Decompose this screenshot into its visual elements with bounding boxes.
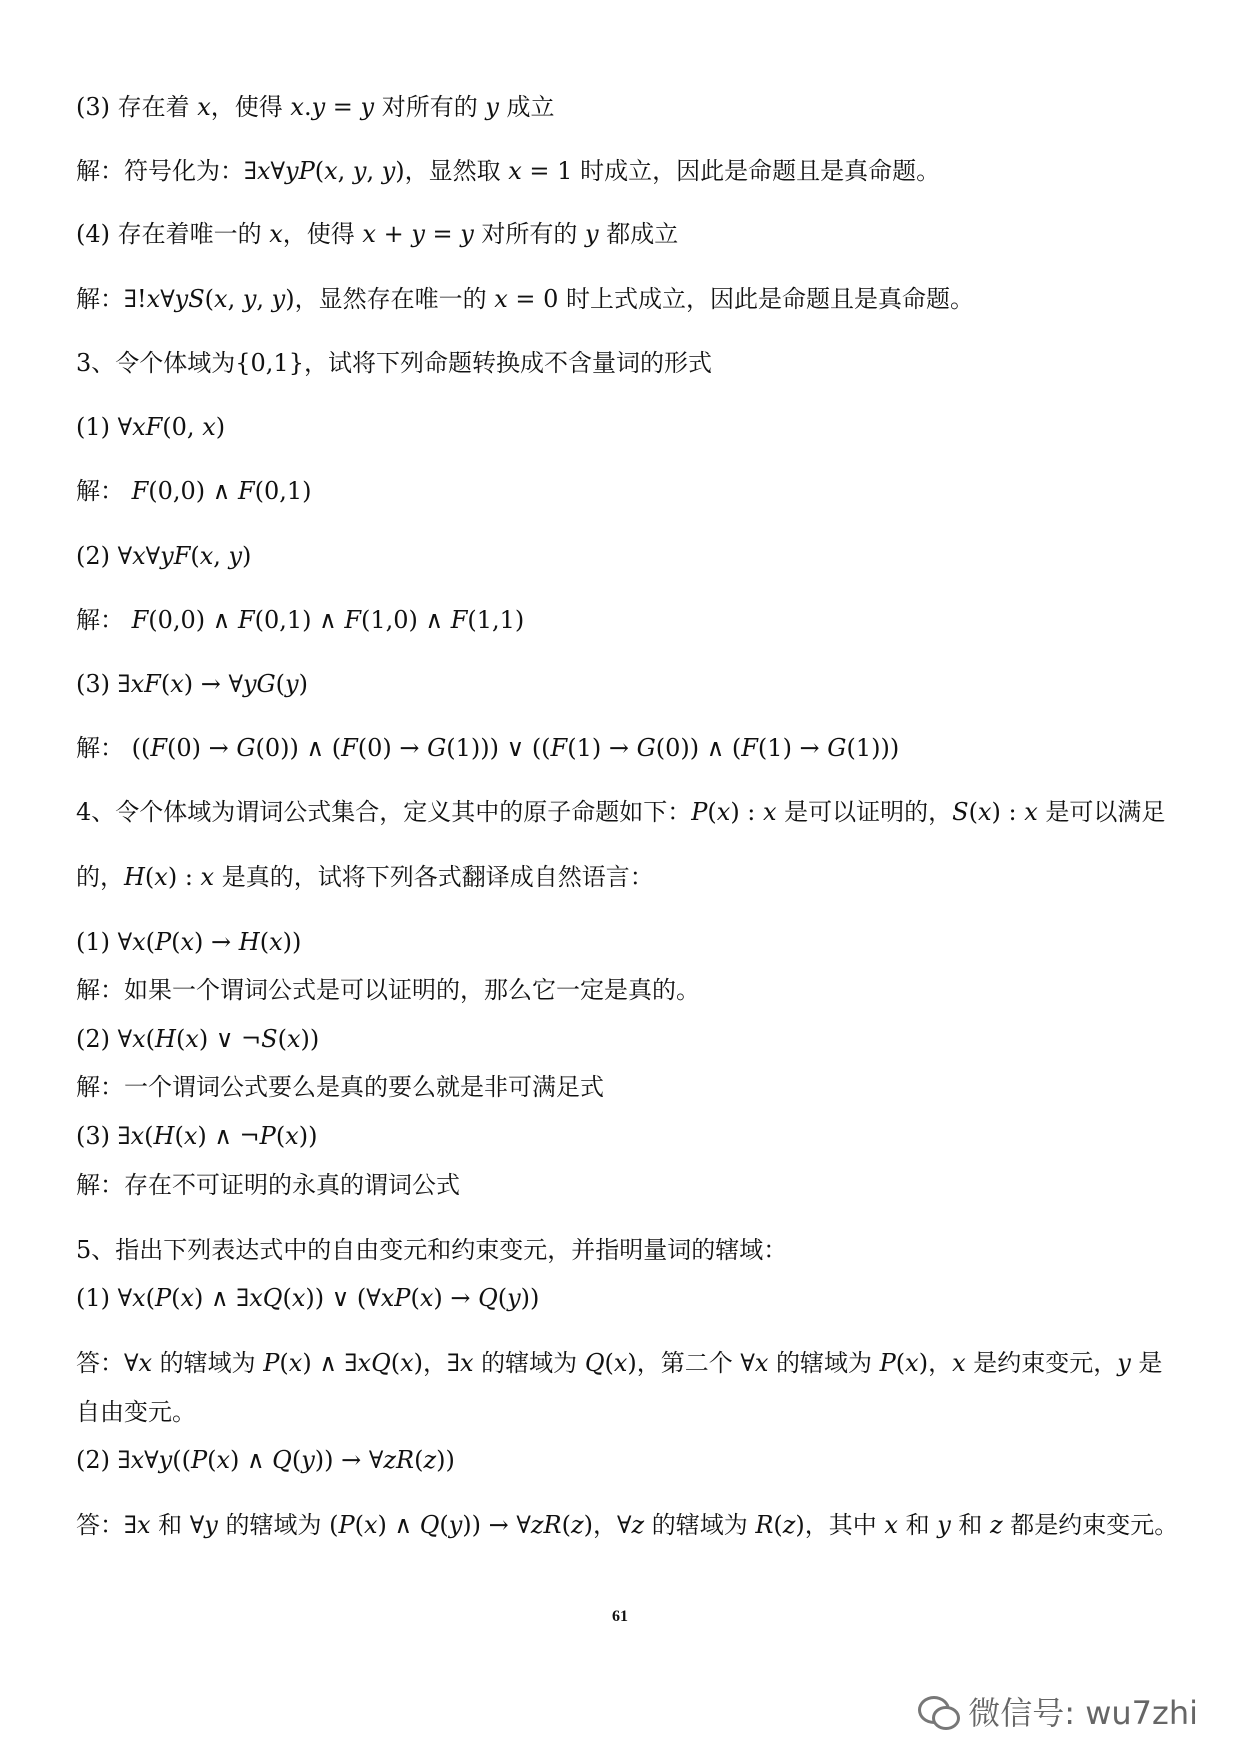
text-line: 解： 𝐹(0,0) ∧ 𝐹(0,1): [76, 477, 312, 505]
wechat-icon: [918, 1694, 958, 1728]
text-line: 的，𝐻(𝑥) : 𝑥 是真的，试将下列各式翻译成自然语言：: [76, 863, 654, 891]
text-line: 自由变元。: [76, 1398, 196, 1426]
text-line: 解：如果一个谓词公式是可以证明的，那么它一定是真的。: [76, 976, 700, 1004]
text-line: (2) ∃𝑥∀𝑦((𝑃(𝑥) ∧ 𝑄(𝑦)) → ∀𝑧𝑅(𝑧)): [76, 1446, 455, 1474]
text-line: 解：一个谓词公式要么是真的要么就是非可满足式: [76, 1073, 604, 1101]
text-line: (1) ∀𝑥𝐹(0, 𝑥): [76, 413, 226, 441]
text-line: 4、令个体域为谓词公式集合，定义其中的原子命题如下：𝑃(𝑥) : 𝑥 是可以证明的，𝑆(𝑥) : 𝑥 是可以满足: [76, 798, 1166, 826]
text-line: (3) 存在着 𝑥，使得 𝑥.𝑦 = 𝑦 对所有的 𝑦 成立: [76, 93, 555, 121]
text-line: (1) ∀𝑥(𝑃(𝑥) ∧ ∃𝑥𝑄(𝑥)) ∨ (∀𝑥𝑃(𝑥) → 𝑄(𝑦)): [76, 1284, 540, 1312]
text-line: (3) ∃𝑥(𝐻(𝑥) ∧ ¬𝑃(𝑥)): [76, 1122, 318, 1150]
text-line: (1) ∀𝑥(𝑃(𝑥) → 𝐻(𝑥)): [76, 928, 302, 956]
text-line: (4) 存在着唯一的 𝑥，使得 𝑥 + 𝑦 = 𝑦 对所有的 𝑦 都成立: [76, 220, 679, 248]
text-line: 解：存在不可证明的永真的谓词公式: [76, 1171, 460, 1199]
text-line: 解：符号化为：∃𝑥∀𝑦𝑃(𝑥, 𝑦, 𝑦)，显然取 𝑥 = 1 时成立，因此是命题且是真命题。: [76, 157, 941, 185]
text-line: (2) ∀𝑥(𝐻(𝑥) ∨ ¬𝑆(𝑥)): [76, 1025, 320, 1053]
watermark: [918, 1688, 1198, 1734]
watermark-text: 微信号: wu7zhi: [968, 1694, 1198, 1732]
text-line: (3) ∃𝑥𝐹(𝑥) → ∀𝑦𝐺(𝑦): [76, 670, 308, 698]
text-line: 3、令个体域为{0,1}，试将下列命题转换成不含量词的形式: [76, 349, 712, 377]
text-line: 答：∀𝑥 的辖域为 𝑃(𝑥) ∧ ∃𝑥𝑄(𝑥)，∃𝑥 的辖域为 𝑄(𝑥)，第二个 ∀𝑥 的辖域为 𝑃(𝑥)，𝑥 是约束变元，𝑦 是: [76, 1349, 1163, 1377]
text-line: 解：∃!𝑥∀𝑦𝑆(𝑥, 𝑦, 𝑦)，显然存在唯一的 𝑥 = 0 时上式成立，因此是命题且是真命题。: [76, 285, 975, 313]
text-line: (2) ∀𝑥∀𝑦𝐹(𝑥, 𝑦): [76, 542, 252, 570]
text-line: 答：∃𝑥 和 ∀𝑦 的辖域为 (𝑃(𝑥) ∧ 𝑄(𝑦)) → ∀𝑧𝑅(𝑧)，∀𝑧 的辖域为 𝑅(𝑧)，其中 𝑥 和 𝑦 和 𝑧 都是约束变元。: [76, 1511, 1179, 1539]
text-line: 解： 𝐹(0,0) ∧ 𝐹(0,1) ∧ 𝐹(1,0) ∧ 𝐹(1,1): [76, 606, 525, 634]
text-line: 解： ((𝐹(0) → 𝐺(0)) ∧ (𝐹(0) → 𝐺(1))) ∨ ((𝐹(1) → 𝐺(0)) ∧ (𝐹(1) → 𝐺(1))): [76, 734, 900, 762]
text-line: 5、指出下列表达式中的自由变元和约束变元，并指明量词的辖域：: [76, 1236, 788, 1264]
page-number: 61: [612, 1608, 628, 1625]
